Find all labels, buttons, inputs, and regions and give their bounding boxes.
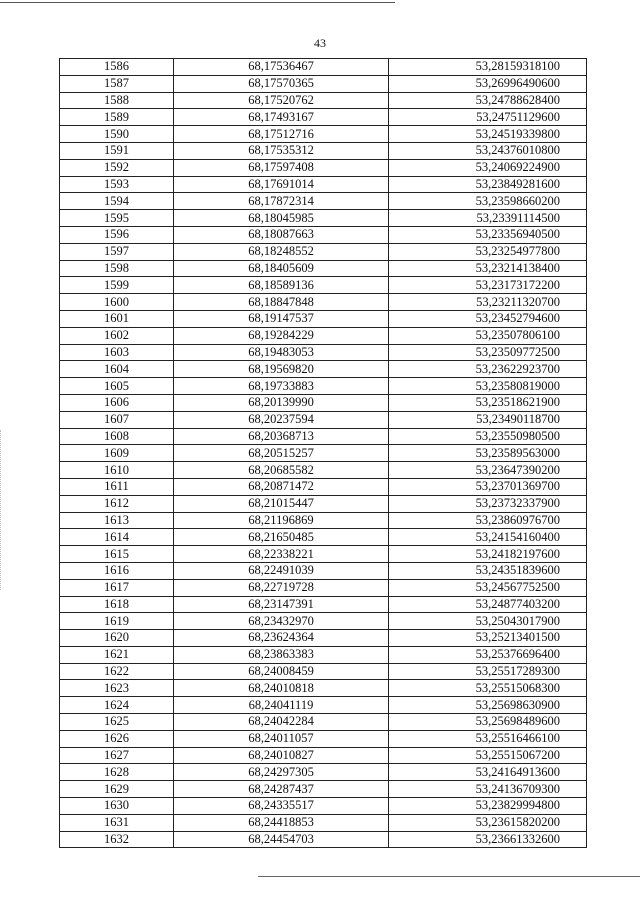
- x-coordinate-cell: 68,18405609: [174, 260, 389, 277]
- y-coordinate-cell: 53,25376696400: [389, 646, 587, 663]
- y-coordinate-cell: 53,24069224900: [389, 159, 587, 176]
- y-coordinate-cell: 53,25698630900: [389, 697, 587, 714]
- table-row: [60, 814, 587, 831]
- x-coordinate-cell: 68,17535312: [174, 142, 389, 159]
- point-number-cell: 1605: [60, 378, 174, 395]
- coordinates-table-body: [60, 59, 587, 848]
- point-number-cell: 1629: [60, 781, 174, 798]
- y-coordinate-cell: 53,23518621900: [389, 394, 587, 411]
- x-coordinate-cell: 68,23863383: [174, 646, 389, 663]
- x-coordinate-cell: 68,24011057: [174, 730, 389, 747]
- point-number-cell: 1622: [60, 663, 174, 680]
- x-coordinate-cell: 68,19733883: [174, 378, 389, 395]
- point-number-cell: 1619: [60, 613, 174, 630]
- table-row: [60, 663, 587, 680]
- table-row: [60, 428, 587, 445]
- y-coordinate-cell: 53,23829994800: [389, 798, 587, 815]
- table-row: [60, 596, 587, 613]
- y-coordinate-cell: 53,25517289300: [389, 663, 587, 680]
- point-number-cell: 1616: [60, 562, 174, 579]
- point-number-cell: 1606: [60, 394, 174, 411]
- table-row: [60, 680, 587, 697]
- x-coordinate-cell: 68,17520762: [174, 92, 389, 109]
- y-coordinate-cell: 53,23356940500: [389, 226, 587, 243]
- table-row: [60, 226, 587, 243]
- x-coordinate-cell: 68,20871472: [174, 478, 389, 495]
- table-row: [60, 92, 587, 109]
- point-number-cell: 1593: [60, 176, 174, 193]
- x-coordinate-cell: 68,20139990: [174, 394, 389, 411]
- x-coordinate-cell: 68,17493167: [174, 109, 389, 126]
- table-row: [60, 646, 587, 663]
- table-row: [60, 764, 587, 781]
- point-number-cell: 1630: [60, 798, 174, 815]
- point-number-cell: 1601: [60, 310, 174, 327]
- x-coordinate-cell: 68,24041119: [174, 697, 389, 714]
- point-number-cell: 1628: [60, 764, 174, 781]
- point-number-cell: 1602: [60, 327, 174, 344]
- coordinates-table: [59, 58, 587, 848]
- table-row: [60, 109, 587, 126]
- y-coordinate-cell: 53,24164913600: [389, 764, 587, 781]
- x-coordinate-cell: 68,17512716: [174, 126, 389, 143]
- point-number-cell: 1589: [60, 109, 174, 126]
- y-coordinate-cell: 53,24567752500: [389, 579, 587, 596]
- x-coordinate-cell: 68,20685582: [174, 462, 389, 479]
- y-coordinate-cell: 53,24751129600: [389, 109, 587, 126]
- y-coordinate-cell: 53,23589563000: [389, 445, 587, 462]
- x-coordinate-cell: 68,24042284: [174, 714, 389, 731]
- y-coordinate-cell: 53,23647390200: [389, 462, 587, 479]
- x-coordinate-cell: 68,17570365: [174, 75, 389, 92]
- y-coordinate-cell: 53,28159318100: [389, 59, 587, 76]
- x-coordinate-cell: 68,20368713: [174, 428, 389, 445]
- y-coordinate-cell: 53,24351839600: [389, 562, 587, 579]
- table-row: [60, 394, 587, 411]
- x-coordinate-cell: 68,22719728: [174, 579, 389, 596]
- scan-edge-marks: [0, 430, 4, 590]
- table-row: [60, 176, 587, 193]
- y-coordinate-cell: 53,24788628400: [389, 92, 587, 109]
- point-number-cell: 1596: [60, 226, 174, 243]
- point-number-cell: 1613: [60, 512, 174, 529]
- table-row: [60, 445, 587, 462]
- x-coordinate-cell: 68,22338221: [174, 546, 389, 563]
- x-coordinate-cell: 68,19569820: [174, 361, 389, 378]
- point-number-cell: 1609: [60, 445, 174, 462]
- x-coordinate-cell: 68,21196869: [174, 512, 389, 529]
- point-number-cell: 1588: [60, 92, 174, 109]
- bottom-rule: [258, 876, 640, 877]
- table-row: [60, 59, 587, 76]
- x-coordinate-cell: 68,18248552: [174, 243, 389, 260]
- x-coordinate-cell: 68,19284229: [174, 327, 389, 344]
- x-coordinate-cell: 68,20237594: [174, 411, 389, 428]
- point-number-cell: 1608: [60, 428, 174, 445]
- table-row: [60, 831, 587, 848]
- y-coordinate-cell: 53,23732337900: [389, 495, 587, 512]
- y-coordinate-cell: 53,23701369700: [389, 478, 587, 495]
- point-number-cell: 1586: [60, 59, 174, 76]
- y-coordinate-cell: 53,25515068300: [389, 680, 587, 697]
- point-number-cell: 1587: [60, 75, 174, 92]
- point-number-cell: 1598: [60, 260, 174, 277]
- y-coordinate-cell: 53,23550980500: [389, 428, 587, 445]
- y-coordinate-cell: 53,23490118700: [389, 411, 587, 428]
- x-coordinate-cell: 68,17872314: [174, 193, 389, 210]
- y-coordinate-cell: 53,24154160400: [389, 529, 587, 546]
- point-number-cell: 1632: [60, 831, 174, 848]
- y-coordinate-cell: 53,23391114500: [389, 210, 587, 227]
- table-row: [60, 75, 587, 92]
- y-coordinate-cell: 53,25698489600: [389, 714, 587, 731]
- table-row: [60, 193, 587, 210]
- point-number-cell: 1624: [60, 697, 174, 714]
- x-coordinate-cell: 68,24287437: [174, 781, 389, 798]
- y-coordinate-cell: 53,25213401500: [389, 630, 587, 647]
- point-number-cell: 1620: [60, 630, 174, 647]
- table-row: [60, 579, 587, 596]
- y-coordinate-cell: 53,23849281600: [389, 176, 587, 193]
- table-row: [60, 210, 587, 227]
- table-row: [60, 546, 587, 563]
- x-coordinate-cell: 68,23432970: [174, 613, 389, 630]
- y-coordinate-cell: 53,24182197600: [389, 546, 587, 563]
- point-number-cell: 1592: [60, 159, 174, 176]
- point-number-cell: 1631: [60, 814, 174, 831]
- y-coordinate-cell: 53,24519339800: [389, 126, 587, 143]
- point-number-cell: 1615: [60, 546, 174, 563]
- table-row: [60, 495, 587, 512]
- x-coordinate-cell: 68,18589136: [174, 277, 389, 294]
- y-coordinate-cell: 53,23452794600: [389, 310, 587, 327]
- point-number-cell: 1603: [60, 344, 174, 361]
- x-coordinate-cell: 68,19483053: [174, 344, 389, 361]
- y-coordinate-cell: 53,23622923700: [389, 361, 587, 378]
- y-coordinate-cell: 53,23509772500: [389, 344, 587, 361]
- x-coordinate-cell: 68,21650485: [174, 529, 389, 546]
- point-number-cell: 1597: [60, 243, 174, 260]
- table-row: [60, 126, 587, 143]
- y-coordinate-cell: 53,26996490600: [389, 75, 587, 92]
- table-row: [60, 411, 587, 428]
- table-row: [60, 529, 587, 546]
- x-coordinate-cell: 68,23624364: [174, 630, 389, 647]
- x-coordinate-cell: 68,21015447: [174, 495, 389, 512]
- y-coordinate-cell: 53,23507806100: [389, 327, 587, 344]
- table-row: [60, 613, 587, 630]
- table-row: [60, 294, 587, 311]
- point-number-cell: 1611: [60, 478, 174, 495]
- point-number-cell: 1612: [60, 495, 174, 512]
- point-number-cell: 1595: [60, 210, 174, 227]
- point-number-cell: 1617: [60, 579, 174, 596]
- x-coordinate-cell: 68,24010827: [174, 747, 389, 764]
- y-coordinate-cell: 53,23598660200: [389, 193, 587, 210]
- point-number-cell: 1610: [60, 462, 174, 479]
- point-number-cell: 1623: [60, 680, 174, 697]
- point-number-cell: 1599: [60, 277, 174, 294]
- table-row: [60, 260, 587, 277]
- table-row: [60, 630, 587, 647]
- y-coordinate-cell: 53,25515067200: [389, 747, 587, 764]
- point-number-cell: 1591: [60, 142, 174, 159]
- table-row: [60, 697, 587, 714]
- y-coordinate-cell: 53,23173172200: [389, 277, 587, 294]
- table-row: [60, 747, 587, 764]
- table-row: [60, 798, 587, 815]
- y-coordinate-cell: 53,24136709300: [389, 781, 587, 798]
- point-number-cell: 1590: [60, 126, 174, 143]
- x-coordinate-cell: 68,17597408: [174, 159, 389, 176]
- table-row: [60, 243, 587, 260]
- table-row: [60, 277, 587, 294]
- x-coordinate-cell: 68,18087663: [174, 226, 389, 243]
- table-row: [60, 462, 587, 479]
- y-coordinate-cell: 53,23211320700: [389, 294, 587, 311]
- x-coordinate-cell: 68,23147391: [174, 596, 389, 613]
- point-number-cell: 1625: [60, 714, 174, 731]
- top-rule: [0, 2, 395, 3]
- table-row: [60, 378, 587, 395]
- y-coordinate-cell: 53,25043017900: [389, 613, 587, 630]
- y-coordinate-cell: 53,23580819000: [389, 378, 587, 395]
- table-row: [60, 142, 587, 159]
- table-row: [60, 562, 587, 579]
- point-number-cell: 1618: [60, 596, 174, 613]
- y-coordinate-cell: 53,24877403200: [389, 596, 587, 613]
- y-coordinate-cell: 53,23214138400: [389, 260, 587, 277]
- y-coordinate-cell: 53,23661332600: [389, 831, 587, 848]
- y-coordinate-cell: 53,23860976700: [389, 512, 587, 529]
- table-row: [60, 714, 587, 731]
- table-row: [60, 512, 587, 529]
- point-number-cell: 1621: [60, 646, 174, 663]
- point-number-cell: 1614: [60, 529, 174, 546]
- x-coordinate-cell: 68,24418853: [174, 814, 389, 831]
- x-coordinate-cell: 68,24297305: [174, 764, 389, 781]
- x-coordinate-cell: 68,17691014: [174, 176, 389, 193]
- x-coordinate-cell: 68,24454703: [174, 831, 389, 848]
- y-coordinate-cell: 53,23254977800: [389, 243, 587, 260]
- x-coordinate-cell: 68,20515257: [174, 445, 389, 462]
- x-coordinate-cell: 68,24008459: [174, 663, 389, 680]
- point-number-cell: 1604: [60, 361, 174, 378]
- x-coordinate-cell: 68,22491039: [174, 562, 389, 579]
- x-coordinate-cell: 68,19147537: [174, 310, 389, 327]
- table-row: [60, 344, 587, 361]
- point-number-cell: 1600: [60, 294, 174, 311]
- x-coordinate-cell: 68,18847848: [174, 294, 389, 311]
- x-coordinate-cell: 68,18045985: [174, 210, 389, 227]
- x-coordinate-cell: 68,24335517: [174, 798, 389, 815]
- point-number-cell: 1627: [60, 747, 174, 764]
- point-number-cell: 1626: [60, 730, 174, 747]
- point-number-cell: 1594: [60, 193, 174, 210]
- page-number: 43: [314, 36, 326, 50]
- point-number-cell: 1607: [60, 411, 174, 428]
- table-row: [60, 781, 587, 798]
- y-coordinate-cell: 53,23615820200: [389, 814, 587, 831]
- y-coordinate-cell: 53,24376010800: [389, 142, 587, 159]
- x-coordinate-cell: 68,24010818: [174, 680, 389, 697]
- table-row: [60, 310, 587, 327]
- table-row: [60, 478, 587, 495]
- table-row: [60, 730, 587, 747]
- y-coordinate-cell: 53,25516466100: [389, 730, 587, 747]
- table-row: [60, 159, 587, 176]
- x-coordinate-cell: 68,17536467: [174, 59, 389, 76]
- table-row: [60, 327, 587, 344]
- table-row: [60, 361, 587, 378]
